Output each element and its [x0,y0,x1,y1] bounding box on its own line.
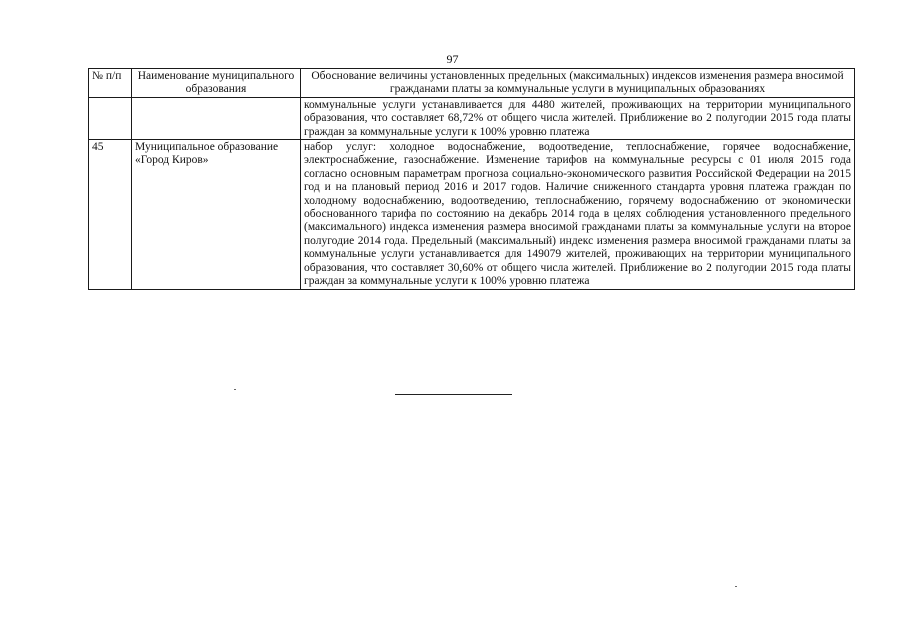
table-row [89,97,855,139]
row-justification-text: коммунальные услуги устанавливается для 4480 жителей, проживающих на территории муниципального образования, что составляет 68,72% от общего числа жителей. Приближение во 2 полугодии 2015 года платы граждан за коммунальные услуги к 100% уровню платежа [301,97,855,139]
row-number: 45 [89,140,132,289]
justification-table [88,68,855,290]
header-justification: Обоснование величины установленных предельных (максимальных) индексов изменения размера вносимой гражданами платы за коммунальные услуги в муниципальных образованиях [301,69,855,98]
row-number [89,97,132,139]
row-justification-text: набор услуг: холодное водоснабжение, водоотведение, теплоснабжение, горячее водоснабжение, электроснабжение, газоснабжение. Изменение тарифов на коммунальные ресурсы с 01 июля 2015 года согласно основным параметрам прогноза социально-экономического развития Российской Федерации на 2015 год и на плановый период 2016 и 2017 годов. Наличие сниженного стандарта уровня платежа граждан по холодному водоснабжению, водоотведению, теплоснабжению, горячему водоснабжению от экономически обоснованного тарифа по состоянию на декабрь 2014 года в целях соблюдения установленного предельного (максимального) индекса изменения размера вносимой гражданами платы за коммунальные услуги на второе полугодие 2014 года. Предельный (максимальный) индекс изменения размера вносимой гражданами платы за коммунальные услуги устанавливается для 149079 жителей, проживающих на территории муниципального образования, что составляет 30,60% от общего числа жителей. Приближение во 2 полугодии 2015 года платы граждан за коммунальные услуги к 100% уровню платежа [301,140,855,289]
table-row [89,140,855,289]
page-number: 97 [446,52,459,66]
header-municipality-name: Наименование муниципального образования [132,69,301,98]
row-municipality-name: Муниципальное образование «Город Киров» [132,140,301,289]
row-municipality-name [132,97,301,139]
section-divider-line [395,394,512,395]
scan-speck [234,389,236,390]
header-number: № п/п [89,69,132,98]
scan-speck [735,586,737,587]
table-header-row [89,69,855,98]
